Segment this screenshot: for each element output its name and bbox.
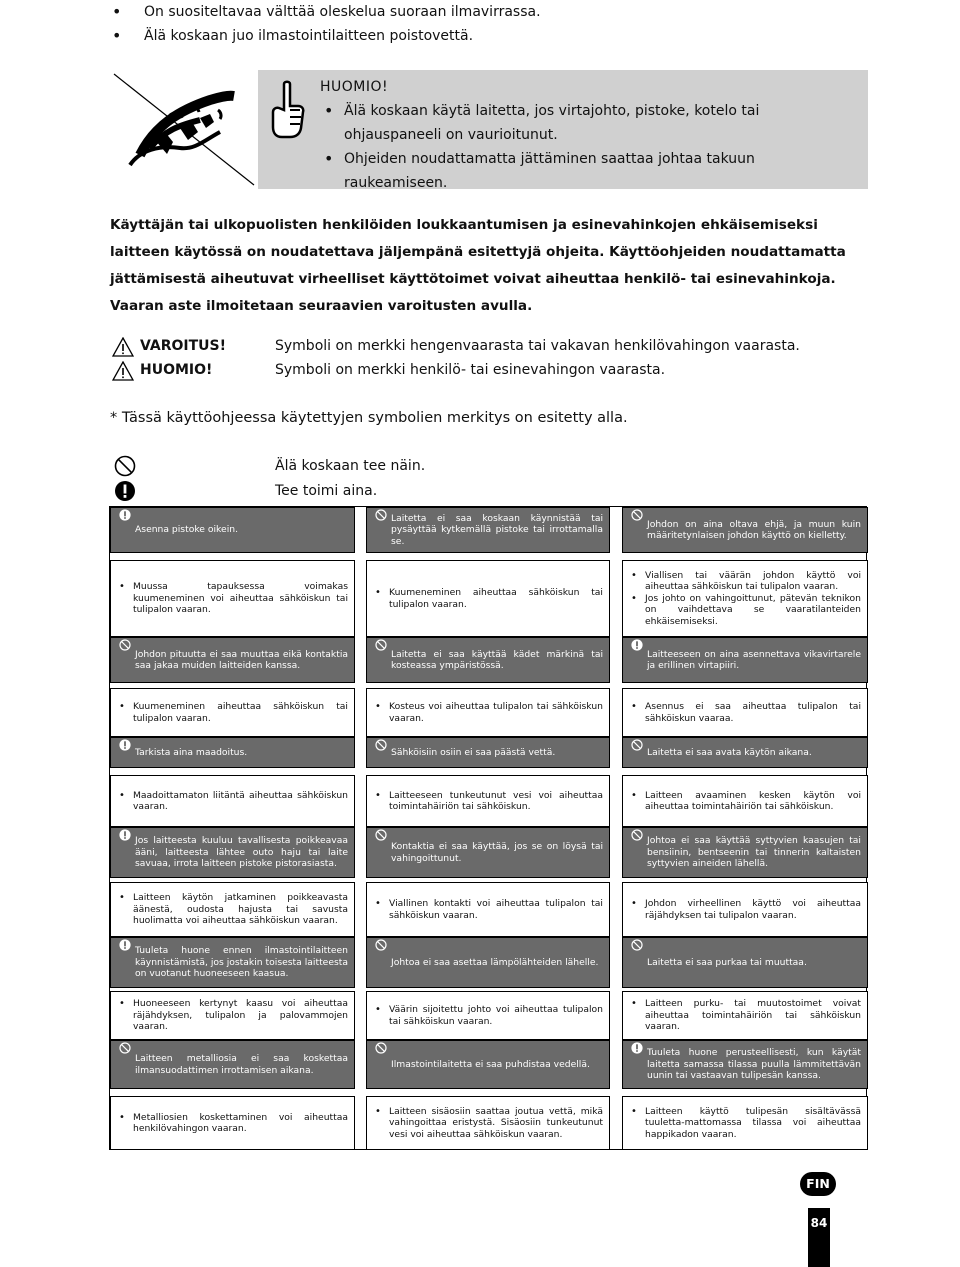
bullet-icon: •	[631, 789, 637, 801]
rule-title: Kontaktia ei saa käyttää, jos se on löysä tai vahingoittunut.	[391, 841, 603, 864]
consequence-cell	[110, 882, 355, 937]
symbol-meaning-must	[112, 479, 812, 503]
bullet-icon: •	[375, 701, 381, 712]
consequence-text: Asennus ei saa aiheuttaa tulipalon tai sähköiskun vaaraa.	[645, 701, 861, 724]
list-item	[375, 898, 603, 921]
symbol-description: Symboli on merkki henkilö- tai esinevahingon vaarasta.	[275, 362, 666, 378]
consequence-text: Kuumeneminen aiheuttaa sähköiskun tai tulipalon vaaran.	[133, 701, 348, 724]
bullet-icon: •	[631, 592, 637, 604]
list-item: • Älä koskaan juo ilmastointilaitteen poistovettä.	[112, 24, 872, 48]
intro-paragraph: Käyttäjän tai ulkopuolisten henkilöiden loukkaantumisen ja esinevahinkojen ehkäisemiseksi laitteen käytössä on noudatettava jäljempänä esitettyjä ohjeita. Käyttöohjeiden noudattamatta jättämisestä aiheutuvat virheelliset käyttötoimet voivat aiheuttaa henkilö- tai esinevahinkoja. Vaaran aste ilmoitetaan seuraavien varoitusten avulla.	[110, 217, 846, 314]
list-item	[375, 701, 603, 724]
consequence-text: Viallisen tai väärän johdon käyttö voi aiheuttaa sähköiskun tai tulipalon vaaran.	[645, 569, 861, 593]
consequence-text: Metalliosien koskettaminen voi aiheuttaa henkilövahingon vaaran.	[133, 1111, 348, 1134]
symbol-description: Symboli on merkki hengenvaarasta tai vakavan henkilövahingon vaarasta.	[275, 338, 800, 354]
consequence-cell	[622, 775, 868, 827]
rule-cell	[366, 827, 610, 878]
list-item	[375, 1106, 603, 1141]
consequence-cell	[110, 1096, 355, 1150]
bullet-icon: •	[631, 998, 637, 1010]
symbol-note: * Tässä käyttöohjeessa käytettyjen symbolien merkitys on esitetty alla.	[110, 410, 628, 426]
symbol-label: HUOMIO!	[140, 362, 213, 378]
bullet-icon: •	[119, 1111, 125, 1123]
rule-title: Tuuleta huone ennen ilmastointilaitteen käynnistämistä, jos jostakin toisesta laitteesta on vuotanut huoneeseen kaasua.	[135, 945, 348, 980]
rule-title: Asenna pistoke oikein.	[135, 524, 238, 536]
list-item: • Ohjeiden noudattamatta jättäminen saattaa johtaa takuun raukeamiseen.	[320, 147, 860, 195]
rule-cell	[622, 937, 868, 988]
consequence-text: Muussa tapauksessa voimakas kuumeneminen voi aiheuttaa sähköiskun tai tulipalon vaaran.	[133, 581, 348, 616]
list-item	[375, 790, 603, 813]
prohibition-icon	[375, 509, 387, 521]
prohibition-icon	[375, 1042, 387, 1054]
exclamation-icon	[119, 939, 131, 951]
rule-title: Tarkista aina maadoitus.	[135, 746, 248, 758]
list-item	[631, 570, 861, 593]
consequence-text: Kosteus voi aiheuttaa tulipalon tai sähköiskun vaaran.	[389, 701, 603, 724]
bullet-icon: •	[631, 701, 637, 712]
consequence-text: Jos johto on vahingoittunut, pätevän teknikon on vaihdettava se vaaratilanteiden ehkäisemiseksi.	[645, 592, 861, 627]
warning-title: HUOMIO!	[320, 79, 389, 95]
rule-title: Johdon pituutta ei saa muuttaa eikä kontaktia saa jakaa muiden laitteiden kanssa.	[135, 648, 348, 671]
rule-cell	[366, 507, 610, 553]
rule-cell	[622, 1040, 868, 1089]
rule-title: Laitetta ei saa koskaan käynnistää tai pysäyttää kytkemällä pistoke tai irrottamalla se.	[391, 512, 603, 547]
exclamation-icon	[119, 509, 131, 521]
rule-cell	[366, 637, 610, 683]
warning-box	[110, 70, 868, 189]
consequence-cell	[110, 775, 355, 827]
page-number: 84	[810, 1216, 828, 1230]
prohibition-icon	[631, 939, 643, 951]
prohibition-icon	[119, 1042, 131, 1054]
bullet-icon: •	[631, 898, 637, 909]
consequence-cell	[366, 882, 610, 937]
bullet-icon: •	[631, 569, 637, 581]
list-item	[119, 701, 348, 724]
list-item	[631, 593, 861, 628]
rule-cell	[110, 1040, 355, 1089]
prohibition-icon	[375, 739, 387, 751]
exclamation-icon	[631, 1042, 643, 1054]
prohibition-icon	[631, 829, 643, 841]
list-item	[631, 1106, 861, 1141]
rule-cell	[622, 827, 868, 878]
prohibition-icon	[631, 739, 643, 751]
top-bullet-list	[112, 0, 872, 48]
rule-cell	[110, 937, 355, 988]
prohibition-icon	[375, 939, 387, 951]
rule-title: Johtoa ei saa käyttää syttyvien kaasujen tai bensiinin, bentseenin tai tinnerin kaltaisten syttyvien aineiden lähellä.	[647, 835, 861, 870]
bullet-icon: •	[119, 701, 125, 712]
consequence-cell	[366, 775, 610, 827]
rule-title: Jos laitteesta kuuluu tavallisesta poikkeavaa ääni, laitteesta lähtee outo haju tai laite savuaa, irrota laitteen pistoke pistorasiasta.	[135, 835, 348, 870]
consequence-text: Laitteen sisäosiin saattaa joutua vettä, mikä vahingoittaa eristystä. Sisäosiin tunkeutunut vesi voi aiheuttaa sähköiskun vaaran.	[389, 1105, 603, 1140]
bullet-icon: •	[119, 789, 125, 801]
rule-cell	[110, 637, 355, 683]
consequence-cell	[366, 560, 610, 637]
symbol-label: VAROITUS!	[140, 338, 226, 354]
list-item: • Älä koskaan käytä laitetta, jos virtajohto, pistoke, kotelo tai ohjauspaneeli on vaurioitunut.	[320, 99, 860, 147]
exclamation-icon	[631, 639, 643, 651]
warning-triangle-icon	[112, 337, 134, 357]
symbol-meaning-never	[112, 454, 812, 478]
consequence-cell	[366, 991, 610, 1040]
rule-cell	[366, 937, 610, 988]
symbol-meaning-text: Älä koskaan tee näin.	[275, 458, 426, 474]
consequence-text: Laitteen käyttö tulipesän sisältävässä tuuletta-mattomassa tilassa voi aiheuttaa happikadon vaaran.	[645, 1105, 861, 1140]
rule-cell	[366, 737, 610, 768]
list-item	[119, 790, 348, 813]
prohibition-icon	[375, 829, 387, 841]
consequence-cell	[110, 688, 355, 737]
consequence-cell	[622, 882, 868, 937]
rule-title: Laitetta ei saa purkaa tai muuttaa.	[647, 956, 807, 968]
list-item	[119, 1112, 348, 1135]
list-item	[119, 892, 348, 927]
bullet-icon: •	[375, 587, 381, 598]
list-item	[631, 790, 861, 813]
exclamation-icon	[114, 480, 136, 502]
rule-cell	[366, 1040, 610, 1089]
consequence-text: Huoneeseen kertynyt kaasu voi aiheuttaa räjähdyksen, tulipalon ja palovammojen vaaran.	[133, 998, 348, 1033]
warning-text	[320, 75, 860, 195]
list-item	[119, 998, 348, 1033]
rule-title: Laitteen metalliosia ei saa koskettaa ilmansuodattimen irrottamisen aikana.	[135, 1053, 348, 1076]
consequence-cell	[110, 991, 355, 1040]
bullet-icon: •	[375, 789, 381, 801]
consequence-text: Maadoittamaton liitäntä aiheuttaa sähköiskun vaaran.	[133, 789, 348, 812]
list-item	[631, 898, 861, 921]
consequence-cell	[622, 991, 868, 1040]
bullet-icon: •	[375, 898, 381, 909]
prohibition-icon	[375, 639, 387, 651]
rule-cell	[622, 737, 868, 768]
consequence-text: Laitteen purku- tai muutostoimet voivat aiheuttaa toimintahäiriön tai sähköiskun vaaran.	[645, 998, 861, 1033]
rule-title: Tuuleta huone perusteellisesti, kun käytät laitetta samassa tilassa puulla lämmitettävän uunin tai vastaavan tulipesän kanssa.	[647, 1047, 861, 1082]
consequence-text: Laitteen avaaminen kesken käytön voi aiheuttaa toimintahäiriön tai sähköiskun.	[645, 789, 861, 812]
list-item	[375, 1004, 603, 1027]
symbol-meaning-text: Tee toimi aina.	[275, 483, 378, 499]
bullet-icon: •	[119, 892, 125, 904]
consequence-cell	[622, 688, 868, 737]
list-item	[375, 587, 603, 610]
consequence-text: Kuumeneminen aiheuttaa sähköiskun tai tulipalon vaaran.	[389, 587, 603, 610]
warning-triangle-icon	[112, 361, 134, 381]
prohibition-icon	[114, 455, 136, 477]
rule-cell	[110, 827, 355, 878]
safety-grid	[109, 506, 867, 1150]
list-item: • On suositeltavaa välttää oleskelua suoraan ilmavirrassa.	[112, 0, 872, 24]
bullet-icon: •	[375, 1004, 381, 1015]
bullet-icon: •	[119, 581, 125, 593]
prohibition-icon	[119, 639, 131, 651]
consequence-cell	[110, 560, 355, 637]
rule-cell	[110, 507, 355, 553]
language-badge: FIN	[800, 1172, 836, 1196]
bullet-icon: •	[119, 998, 125, 1010]
rule-title: Laitetta ei saa käyttää kädet märkinä tai kosteassa ympäristössä.	[391, 648, 603, 671]
list-item	[631, 701, 861, 724]
rule-title: Johtoa ei saa asettaa lämpölähteiden lähelle.	[391, 956, 599, 968]
rule-cell	[110, 737, 355, 768]
list-item	[119, 581, 348, 616]
consequence-text: Väärin sijoitettu johto voi aiheuttaa tulipalon tai sähköiskun vaaran.	[389, 1004, 603, 1027]
consequence-text: Johdon virheellinen käyttö voi aiheuttaa räjähdyksen tai tulipalon vaaran.	[645, 898, 861, 921]
exclamation-icon	[119, 739, 131, 751]
exclamation-icon	[119, 829, 131, 841]
rule-title: Sähköisiin osiin ei saa päästä vettä.	[391, 746, 556, 758]
bullet-icon: •	[375, 1105, 381, 1117]
consequence-cell	[366, 1096, 610, 1150]
consequence-cell	[622, 560, 868, 637]
pointing-hand-icon	[268, 80, 308, 140]
prohibition-icon	[631, 509, 643, 521]
rule-title: Ilmastointilaitetta ei saa puhdistaa vedellä.	[391, 1058, 590, 1070]
consequence-cell	[366, 688, 610, 737]
rule-cell	[622, 507, 868, 553]
rule-title: Laitteeseen on aina asennettava vikavirtarele ja erillinen virtapiiri.	[647, 648, 861, 671]
rule-title: Laitetta ei saa avata käytön aikana.	[647, 746, 812, 758]
consequence-text: Laitteen käytön jatkaminen poikkeavasta äänestä, oudosta hajusta tai savusta huolimatta voi aiheuttaa sähköiskun vaaran.	[133, 892, 348, 927]
prohibition-icon	[110, 70, 258, 189]
consequence-cell	[622, 1096, 868, 1150]
consequence-text: Viallinen kontakti voi aiheuttaa tulipalon tai sähköiskun vaaran.	[389, 898, 603, 921]
rule-title: Johdon on aina oltava ehjä, ja muun kuin määritetynlaisen johdon käyttö on kielletty.	[647, 518, 861, 541]
list-item	[631, 998, 861, 1033]
bullet-icon: •	[631, 1105, 637, 1117]
symbol-row-varoitus	[110, 334, 870, 358]
consequence-text: Laitteeseen tunkeutunut vesi voi aiheuttaa toimintahäiriön tai sähköiskun.	[389, 789, 603, 812]
rule-cell	[622, 637, 868, 683]
symbol-row-huomio	[110, 358, 870, 382]
